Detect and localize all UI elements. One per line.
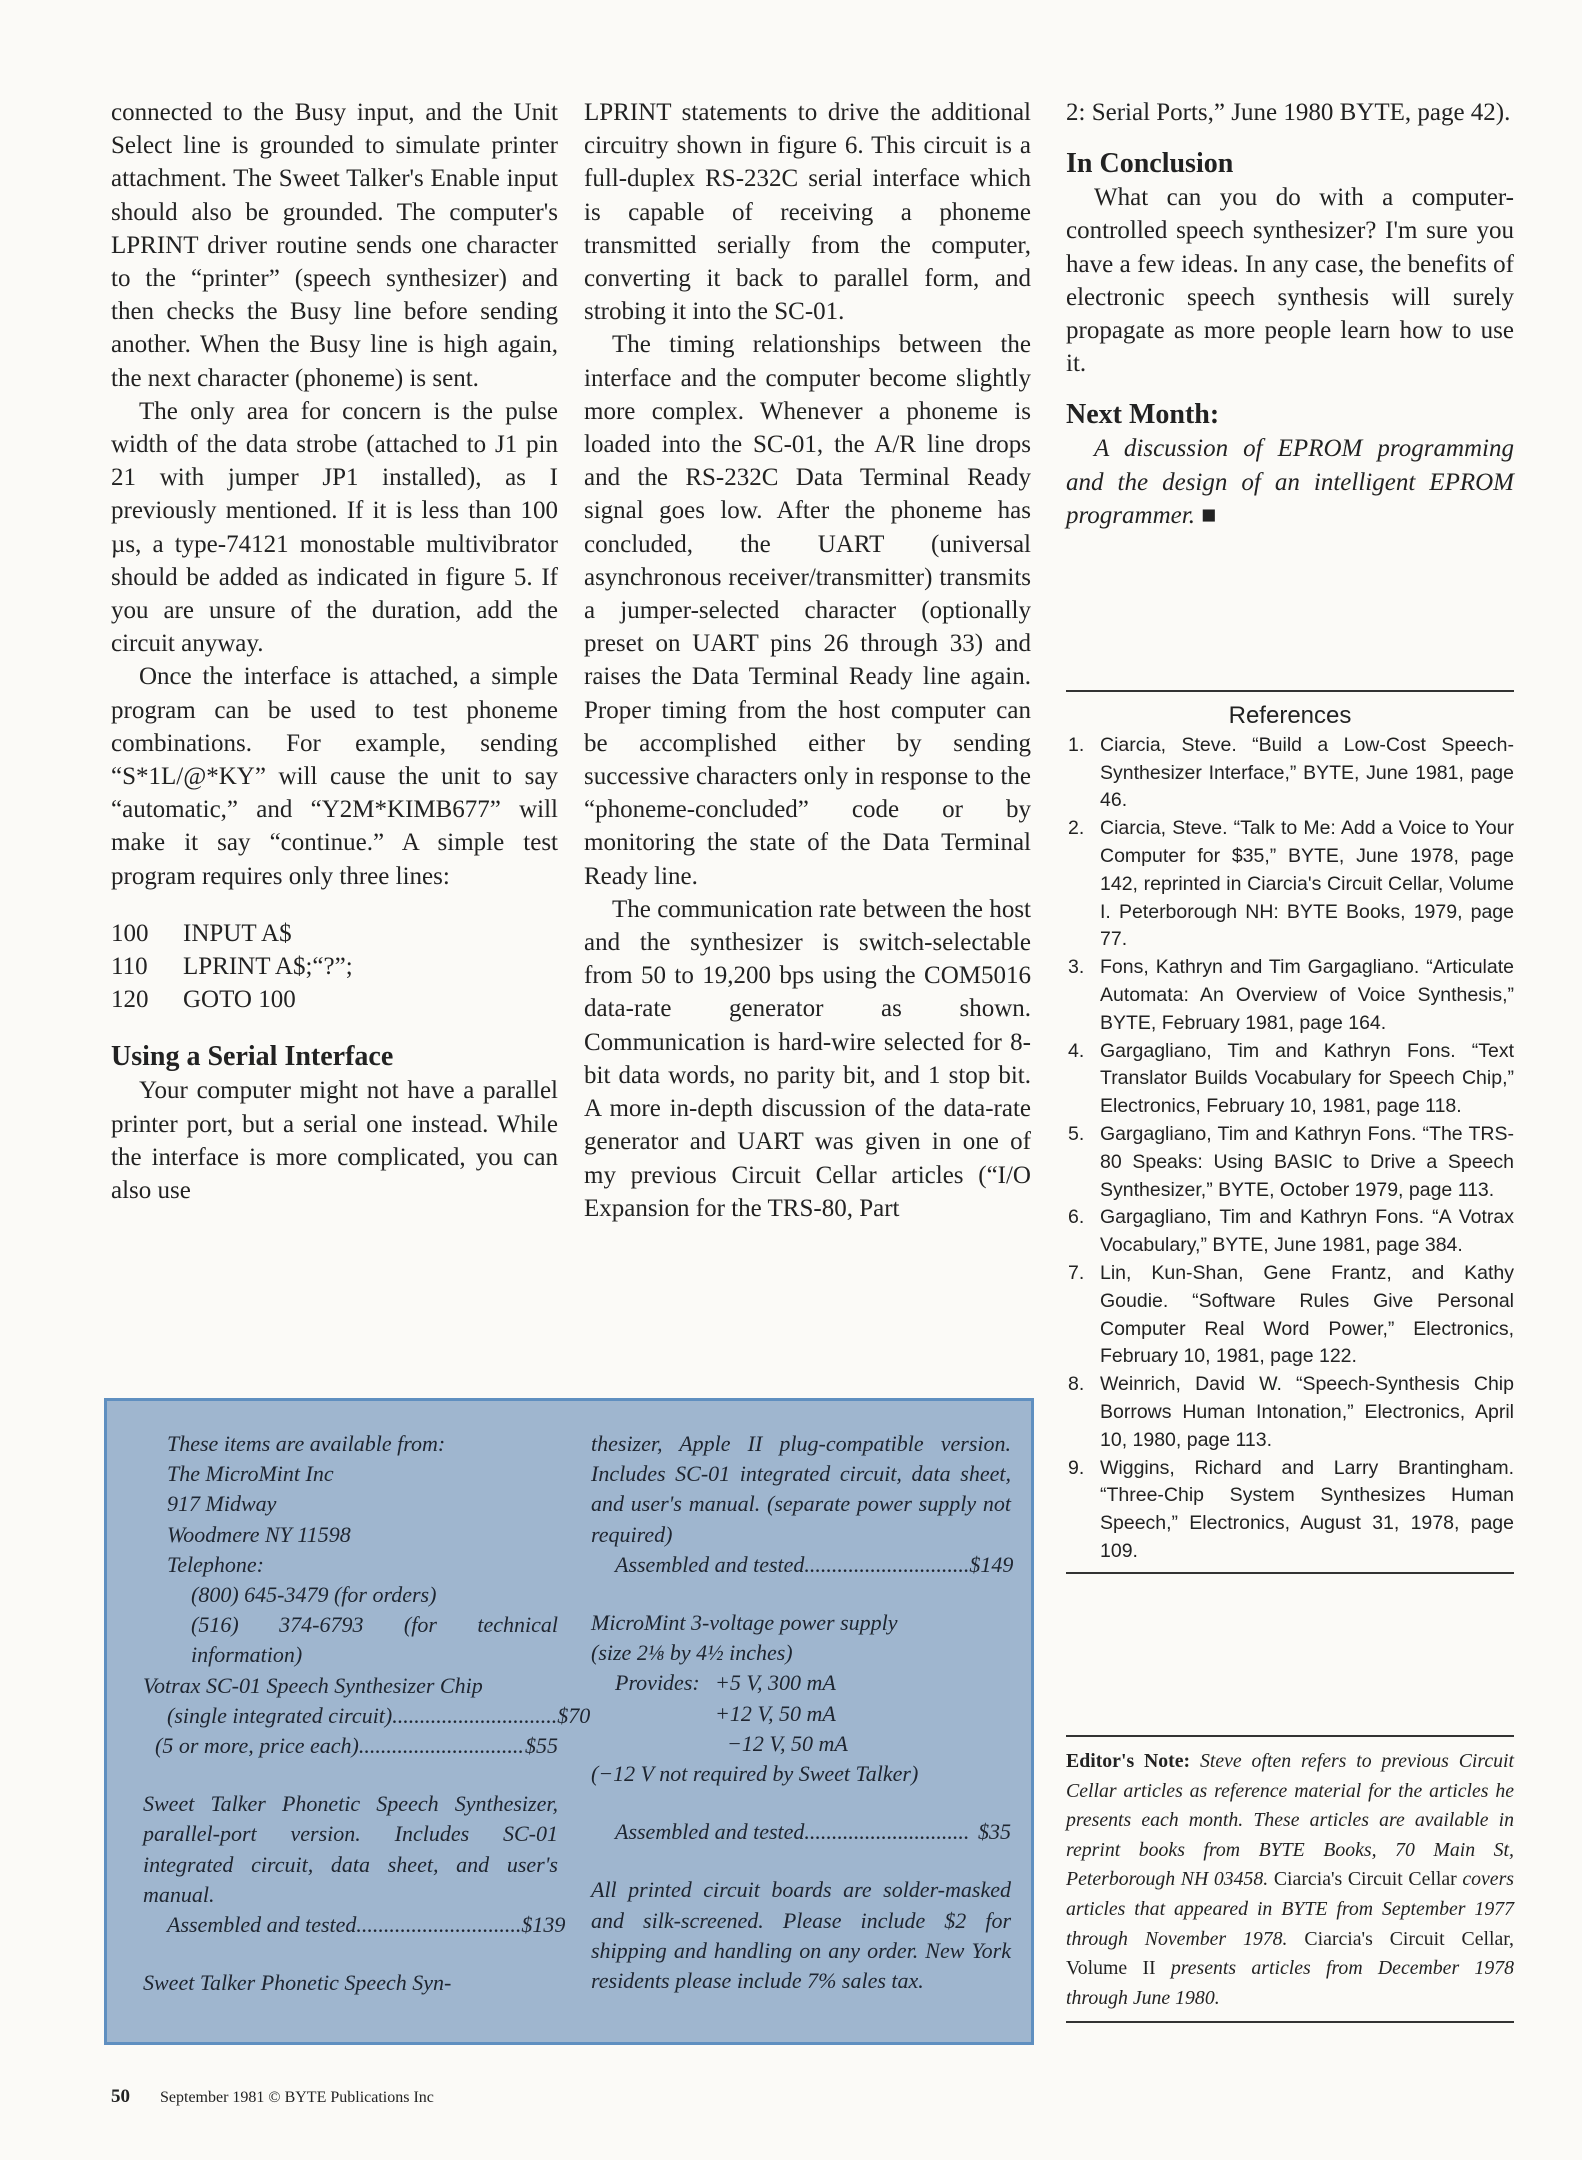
page-footer bbox=[111, 2086, 434, 2108]
paragraph: Your computer might not have a parallel printer port, but a serial one instead. While the interface is more complicated, you can also use bbox=[111, 1077, 558, 1205]
reference-item: 4. Gargagliano, Tim and Kathryn Fons. “Text Translator Builds Vocabulary for Speech Chip,” Electronics, February 10, 1981, page 118. bbox=[1068, 1039, 1514, 1118]
price-line: (single integrated circuit) .............................. $70 bbox=[167, 1702, 591, 1728]
price-line: Assembled and tested .............................. $139 bbox=[167, 1912, 566, 1938]
article-column-1 bbox=[111, 96, 558, 1207]
section-heading: Next Month: bbox=[1066, 399, 1220, 431]
price-line: Assembled and tested .............................. $149 bbox=[615, 1551, 1014, 1577]
reference-item: 2. Ciarcia, Steve. “Talk to Me: Add a Voice to Your Computer for $35,” BYTE, June 1978, page 142, reprinted in Ciarcia's Circuit Cellar, Volume I. Peterborough NH: BYTE Books, 1979, page 77. bbox=[1068, 817, 1514, 951]
references-title: References bbox=[1228, 702, 1352, 729]
reference-item: 5. Gargagliano, Tim and Kathryn Fons. “The TRS-80 Speaks: Using BASIC to Drive a Speech Synthesizer,” BYTE, October 1979, page 113. bbox=[1068, 1122, 1514, 1201]
article-column-2 bbox=[584, 96, 1031, 1225]
paragraph: connected to the Busy input, and the Unit Select line is grounded to simulate printer attachment. The Sweet Talker's Enable input should also be grounded. The computer's LPRINT driver routine sends one character to the “printer” (speech synthesizer) and then checks the Busy line before sending another. When the Busy line is high again, the next character (phoneme) is sent. bbox=[111, 99, 558, 392]
paragraph: The communication rate between the host and the synthesizer is switch-selectable from 50 to 19,200 bps using the COM5016 data-rate generator as shown. Communication is hard-wire selected for 8-bit data words, no parity bit, and 1 stop bit. A more in-depth discussion of the data-rate generator and UART was given in one of my previous Circuit Cellar articles (“I/O Expansion for the TRS-80, Part bbox=[584, 895, 1031, 1222]
availability-box bbox=[104, 1398, 1034, 2045]
paragraph: What can you do with a computer-controlled speech synthesizer? I'm sure you have a few ideas. In any case, the benefits of electronic speech synthesis will surely propagate as more people learn how to use it. bbox=[1066, 184, 1514, 378]
next-month-blurb: A discussion of EPROM programming and the design of an intelligent EPROM programmer. ■ bbox=[1066, 435, 1514, 529]
reference-item: 6. Gargagliano, Tim and Kathryn Fons. “A Votrax Vocabulary,” BYTE, June 1981, page 384. bbox=[1068, 1206, 1514, 1257]
availability-right-column: thesizer, Apple II plug-compatible version. Includes SC-01 integrated circuit, data sheet, and user's manual. (separate power supply not required) Assembled and tested .............................. $149 MicroMint 3-voltage power supply (size 2⅛ by 4½ inches) Provides: +5 V, 300 mA +12 V, 50 mA −12 V, 50 mA (−12 V not required by Sweet Talker) Assembled and tested .............................. $35 All printed circuit boards are solder-masked and silk-screened. Please include $2 for shipping and handling on any order. New York residents please include 7% sales tax. bbox=[591, 1431, 1014, 1994]
section-heading: Using a Serial Interface bbox=[111, 1041, 394, 1073]
references-box bbox=[1066, 690, 1514, 1574]
article-column-3 bbox=[1066, 96, 1514, 532]
reference-item: 8. Weinrich, David W. “Speech-Synthesis Chip Borrows Human Intonation,” Electronics, April 10, 1980, page 113. bbox=[1068, 1373, 1514, 1451]
availability-left-column: These items are available from: The MicroMint Inc 917 Midway Woodmere NY 11598 Telephone: (800) 645-3479 (for orders) (516) 374-6793 (for technical information) Votrax SC-01 Speech Synthesizer Chip (single integrated circuit) .............................. $70 (5 or more, price each) .............................. $55 Sweet Talker Phonetic Speech Synthesizer, parallel-port version. Includes SC-01 integrated circuit, data sheet, and user's manual. Assembled and tested .............................. $139 Sweet Talker Phonetic Speech Syn- bbox=[143, 1431, 591, 1996]
price-line: (5 or more, price each) .............................. $55 bbox=[155, 1733, 558, 1759]
editors-note: Editor's Note: Steve often refers to previous Circuit Cellar articles as reference material for the articles he presents each month. These articles are available in reprint books from BYTE Books, 70 Main St, Peterborough NH 03458. Ciarcia's Circuit Cellar covers articles that appeared in BYTE from September 1977 through November 1978. Ciarcia's Circuit Cellar, Volume II presents articles from December 1978 through June 1980. bbox=[1066, 1735, 1514, 2023]
paragraph: The only area for concern is the pulse width of the data strobe (attached to J1 pin 21 with jumper JP1 installed), as I previously mentioned. If it is less than 100 µs, a type-74121 monostable multivibrator should be added as indicated in figure 5. If you are unsure of the duration, add the circuit anyway. bbox=[111, 397, 558, 658]
paragraph: The timing relationships between the interface and the computer become slightly more complex. Whenever a phoneme is loaded into the SC-01, the A/R line drops and the RS-232C Data Terminal Ready signal goes low. After the phoneme has concluded, the UART (universal asynchronous receiver/transmitter) transmits a jumper-selected character (optionally preset on UART pins 26 through 33) and raises the Data Terminal Ready line again. Proper timing from the host computer can be accomplished either by sending successive characters only in response to the “phoneme-concluded” code or by monitoring the state of the Data Terminal Ready line. bbox=[584, 331, 1031, 890]
basic-program-listing bbox=[111, 917, 558, 1017]
page-number: 50 bbox=[111, 2086, 130, 2107]
end-mark: ■ bbox=[1201, 501, 1217, 529]
paragraph: Once the interface is attached, a simple program can be used to test phoneme combinations. For example, sending “S*1L/@*KY” will cause the unit to say “automatic,” and “Y2M*KIMB677” will make it say “continue.” A simple test program requires only three lines: bbox=[111, 663, 558, 890]
code-line: 100 INPUT A$ bbox=[111, 919, 292, 947]
price-line: Assembled and tested .............................. $35 bbox=[615, 1819, 1011, 1845]
footer-text: September 1981 © BYTE Publications Inc bbox=[160, 2089, 434, 2106]
reference-item: 7. Lin, Kun-Shan, Gene Frantz, and Kathy Goudie. “Software Rules Give Personal Computer Real Word Power,” Electronics, February 10, 1981, page 122. bbox=[1068, 1261, 1514, 1368]
reference-item: 3. Fons, Kathryn and Tim Gargagliano. “Articulate Automata: An Overview of Voice Synthesis,” BYTE, February 1981, page 164. bbox=[1068, 956, 1514, 1034]
paragraph: LPRINT statements to drive the additional circuitry shown in figure 6. This circuit is a full-duplex RS-232C serial interface which is capable of receiving a phoneme transmitted serially from the computer, converting it back to parallel form, and strobing it into the SC-01. bbox=[584, 99, 1031, 326]
code-line: 120 GOTO 100 bbox=[111, 986, 296, 1014]
editors-note-label: Editor's Note: bbox=[1066, 1750, 1191, 1772]
references-list bbox=[1066, 732, 1514, 1566]
voltage-spec: Provides: +5 V, 300 mA bbox=[615, 1670, 836, 1696]
code-line: 110 LPRINT A$;“?”; bbox=[111, 953, 353, 981]
reference-item: 1. Ciarcia, Steve. “Build a Low-Cost Speech-Synthesizer Interface,” BYTE, June 1981, page 46. bbox=[1068, 733, 1514, 812]
section-heading: In Conclusion bbox=[1066, 148, 1234, 180]
paragraph: 2: Serial Ports,” June 1980 BYTE, page 42). bbox=[1066, 99, 1511, 126]
reference-item: 9. Wiggins, Richard and Larry Brantingham. “Three-Chip System Synthesizes Human Speech,” Electronics, August 31, 1978, page 109. bbox=[1068, 1456, 1514, 1562]
